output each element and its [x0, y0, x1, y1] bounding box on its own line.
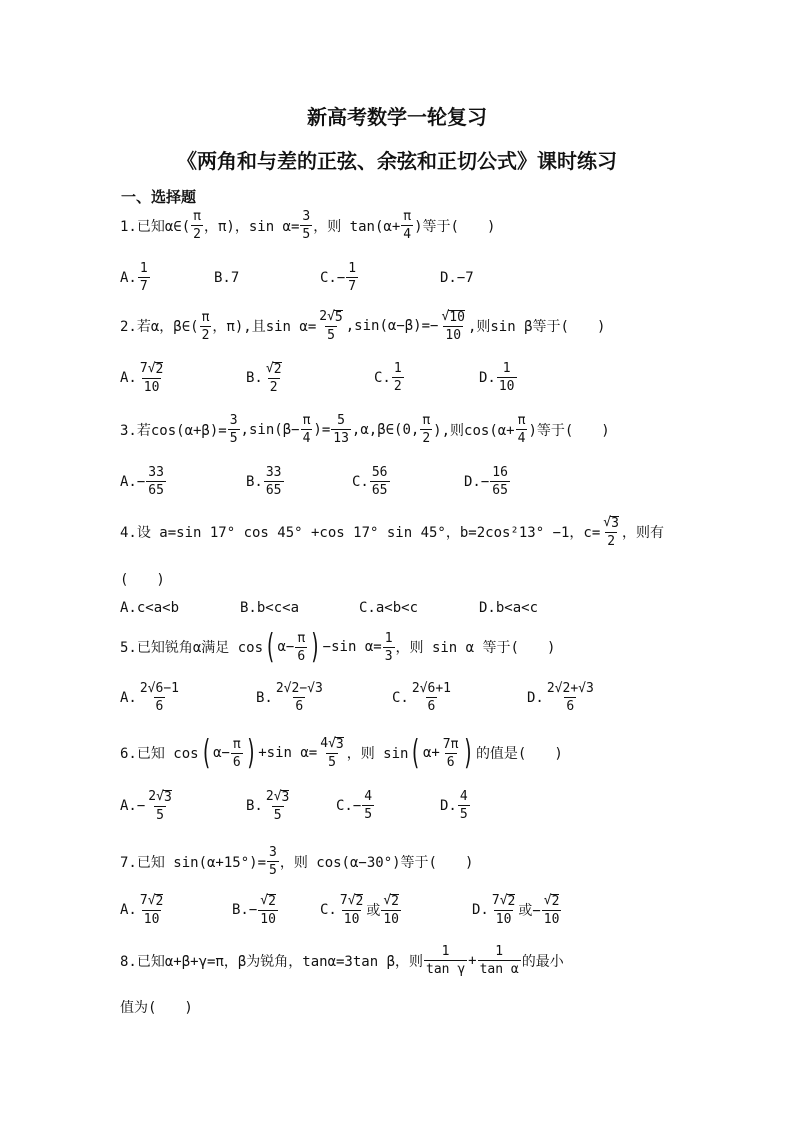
- q1-option-b: B.7: [214, 270, 240, 286]
- q3-option-c: C. 56 65: [352, 465, 388, 498]
- doc-subtitle: 《两角和与差的正弦、余弦和正切公式》课时练习: [177, 149, 617, 173]
- q3-option-b: B. 33 65: [246, 465, 282, 498]
- q4-option-a: A.c<a<b: [120, 600, 180, 616]
- q2-option-a: A. 7 √ 2 10: [120, 361, 164, 395]
- q4-option-b: B.b<c<a: [240, 600, 300, 616]
- question-4: 4.设 a=sin 17° cos 45° +cos 17° sin 45°，b=2cos²13° −1，c= √ 3 2 ，则有: [120, 515, 664, 549]
- question-3: 3.若cos(α+β)= $\frac{3}{5}$ ,sin(β− $\frac{\pi}{4}$ )= $\frac{5}{13}$ ,α,β∈(0, π 2 ),则cos(α+ $\frac{\pi}{4}$ )等于( ): [120, 413, 610, 446]
- q1-option-a: A. 1 7: [120, 261, 148, 294]
- q6-option-c: C.− $\frac{4}{5}$: [336, 789, 373, 822]
- q3-option-a: A.− $\frac{33}{65}$: [120, 465, 164, 498]
- fraction: π 2: [193, 209, 201, 242]
- question-7: 7.已知 sin(α+15°)= $\frac{3}{5}$ ，则 cos(α−30°)等于( ): [120, 845, 474, 878]
- q7-option-a: A. 7 √ 2 10: [120, 893, 164, 927]
- q4-option-d: D.b<a<c: [479, 600, 539, 616]
- doc-title: 新高考数学一轮复习: [307, 105, 487, 129]
- q2-option-c: C. 1 2: [374, 361, 402, 394]
- question-2: 2.若α，β∈( π 2 ，π),且sin α= 2 √ 5 5 ,sin(α−β)=− √ 10 10 ,则sin β等于( ): [120, 309, 606, 343]
- q3-option-d: D.− $\frac{16}{65}$: [464, 465, 508, 498]
- fraction: $\frac{\pi}{4}$: [403, 209, 412, 242]
- q1-option-c: C.− $\frac{1}{7}$: [320, 261, 357, 294]
- q7-option-c: C. 7 √ 2 10 或 √ 2 10: [320, 893, 399, 927]
- q7-option-d: D. 7 √ 2 10 或− √ 2 10: [472, 893, 560, 927]
- fraction: $\frac{3}{5}$: [302, 209, 311, 242]
- q5-option-a: A. 2√6−1 6: [120, 681, 179, 714]
- q6-option-b: B. 2 √ 3 5: [246, 789, 290, 823]
- question-8-line-2: 值为( ): [120, 1000, 193, 1016]
- q6-option-d: D. 4 5: [440, 789, 468, 822]
- q2-option-d: D. 1 10: [479, 361, 515, 394]
- question-8: 8.已知α+β+γ=π，β为锐角，tanα=3tan β，则 1 tan γ + $\frac{1}{\text{tan α}}$ 的最小: [120, 944, 564, 977]
- q5-option-c: C. 2√6+1 6: [392, 681, 451, 714]
- section-heading: 一、选择题: [121, 188, 197, 206]
- q5-option-b: B. 2√2−√3 6: [256, 681, 323, 714]
- question-6: 6.已知 cos ( α− $\frac{\pi}{6}$ ) +sin α= 4 √ 3 5 ，则 sin ( α+ $\frac{7\pi}{6}$ ) 的值是( ): [120, 733, 563, 773]
- q4-option-c: C.a<b<c: [359, 600, 419, 616]
- question-4-answer-bracket: ( ): [120, 572, 165, 588]
- question-1: 1.已知α∈( π 2 ，π)，sin α= $\frac{3}{5}$ ，则 tan(α+ $\frac{\pi}{4}$ )等于( ): [120, 209, 496, 242]
- q7-option-b: B.− √ 2 10: [232, 893, 276, 927]
- q2-option-b: B. √ 2 2: [246, 361, 282, 395]
- q1-option-d: D.−7: [440, 270, 474, 286]
- question-5: 5.已知锐角α满足 cos ( α− $\frac{\pi}{6}$ ) −sin α= $\frac{1}{3}$ ，则 sin α 等于( ): [120, 627, 556, 667]
- q5-option-d: D. 2√2+√3 6: [527, 681, 594, 714]
- q6-option-a: A.− 2 √ 3 5: [120, 789, 172, 823]
